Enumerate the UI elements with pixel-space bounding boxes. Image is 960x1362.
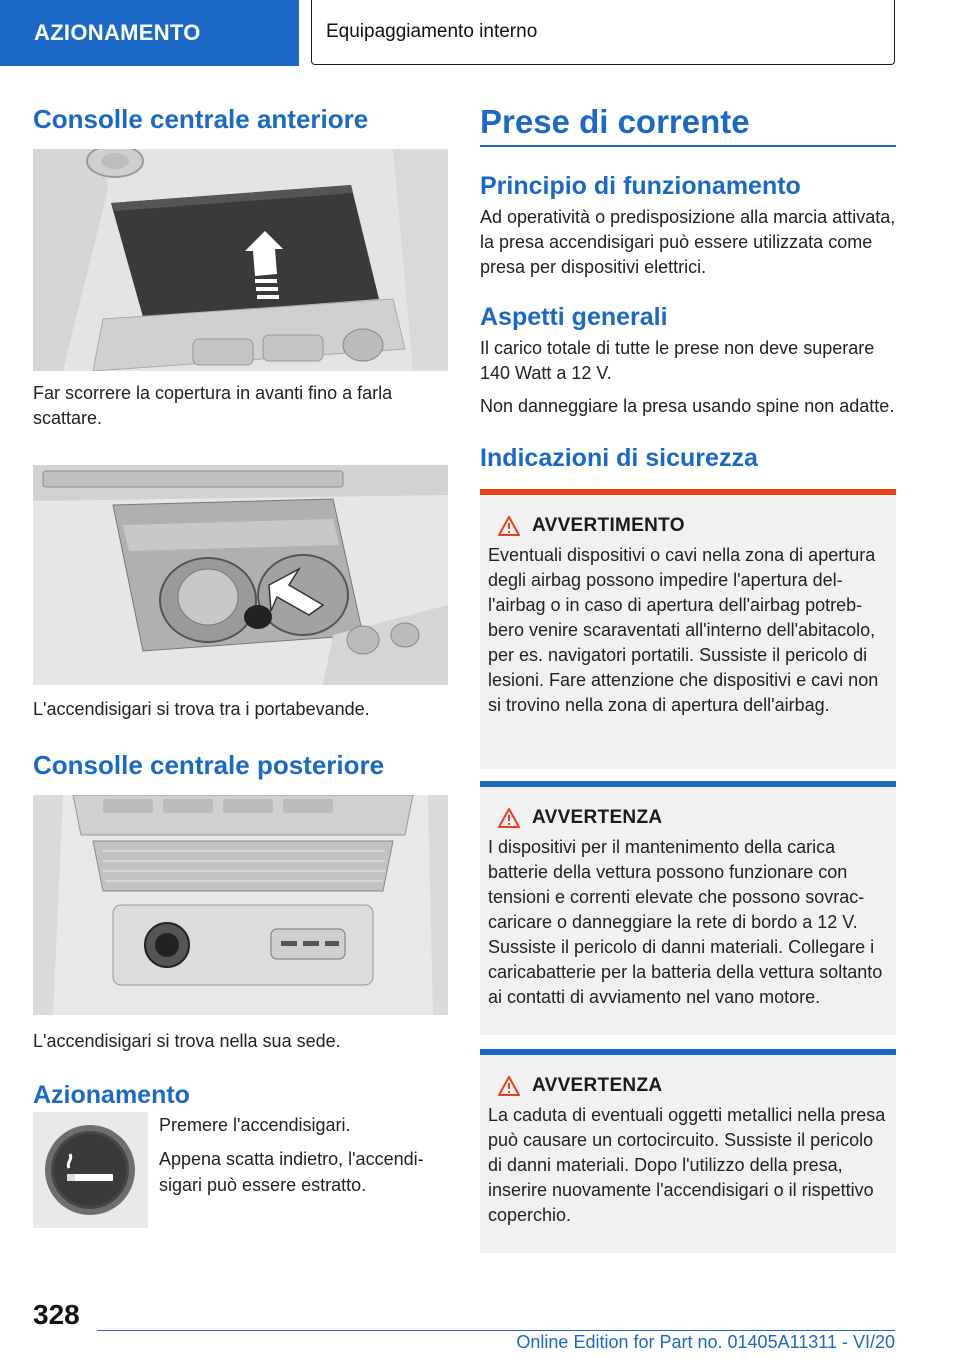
operation-step-press: Premere l'accendisigari. xyxy=(159,1115,351,1135)
operation-step-remove: Appena scatta indietro, l'accendisigari può essere estratto. xyxy=(159,1149,424,1195)
general-text-plugs: Non danneggiare la presa usando spine non adatte. xyxy=(480,395,895,416)
notice-box-short-circuit xyxy=(480,1049,896,1253)
general-text-load: Il carico totale di tutte le prese non deve superare 140 Watt a 12 V. xyxy=(480,337,875,383)
rear-console-image xyxy=(33,795,448,1015)
warning-triangle-icon xyxy=(498,808,520,828)
warning-box-airbag xyxy=(480,489,896,769)
notice-text: I dispositivi per il mantenimento della carica batterie della vettura possono funzionare con tensioni e correnti elevate che possono sovraccaricare o danneggiare la rete di bordo a 12 V. Sussiste il pericolo di danni materiali. Collegare i caricabatterie per la batteria della vettura soltanto ai contatti di avviamento nel vano motore. xyxy=(488,836,883,1007)
edition-note: Online Edition for Part no. 01405A11311 - VI/20 xyxy=(516,1332,895,1352)
principle-text: Ad operatività o predisposizione alla marcia attivata, la presa accendisigari può essere utilizzata come presa per dispositivi elettrici. xyxy=(480,206,896,277)
caption-lighter-in-seat: L'accendisigari si trova nella sua sede. xyxy=(33,1031,341,1051)
warning-triangle-icon xyxy=(498,1076,520,1096)
right-column xyxy=(480,100,896,1253)
notice-title: AVVERTENZA xyxy=(532,1074,663,1096)
left-column xyxy=(33,100,448,1232)
warning-text: Eventuali dispositivi o cavi nella zona di apertura degli airbag possono impedire l'apertura dell'airbag o in caso di apertura dell'airbag potrebbero venire scaraventati all'interno dell'abitacolo, per es. navigatori portatili. Sussiste il pericolo di lesioni. Fare attenzione che dispositivi e cavi non si trovino nella zona di apertura dell'airbag. xyxy=(488,544,879,715)
front-console-heading: Consolle centrale anteriore xyxy=(33,104,369,134)
footer-rule xyxy=(97,1330,895,1331)
main-heading: Prese di corrente xyxy=(480,103,750,140)
rear-console-heading: Consolle centrale posteriore xyxy=(33,750,385,780)
front-console-cover-image xyxy=(33,149,448,371)
caption-slide-cover: Far scorrere la copertura in avanti fino a farla scattare. xyxy=(33,383,393,428)
safety-heading: Indicazioni di sicurezza xyxy=(480,443,758,472)
warning-triangle-icon xyxy=(498,516,520,536)
cigarette-lighter-button-image xyxy=(33,1112,148,1228)
notice-box-chargers xyxy=(480,781,896,1035)
section-tab: AZIONAMENTO xyxy=(0,0,299,66)
notice-text: La caduta di eventuali oggetti metallici nella presa può causare un cortocircuito. Sussiste il pericolo di danni materiali. Dopo l'utilizzo della presa, inserire nuovamente l'accendisigari o il rispettivo coperchio. xyxy=(488,1104,886,1225)
front-console-cigarette-lighter-image xyxy=(33,465,448,685)
operation-heading: Azionamento xyxy=(33,1081,190,1109)
notice-title: AVVERTENZA xyxy=(532,806,663,828)
general-heading: Aspetti generali xyxy=(480,302,668,331)
caption-lighter-location: L'accendisigari si trova tra i portabevande. xyxy=(33,699,370,719)
page-number: 328 xyxy=(33,1299,80,1330)
heading-rule xyxy=(480,145,896,147)
warning-title: AVVERTIMENTO xyxy=(532,514,685,536)
chapter-title: Equipaggiamento interno xyxy=(311,0,895,65)
principle-heading: Principio di funzionamento xyxy=(480,171,801,200)
